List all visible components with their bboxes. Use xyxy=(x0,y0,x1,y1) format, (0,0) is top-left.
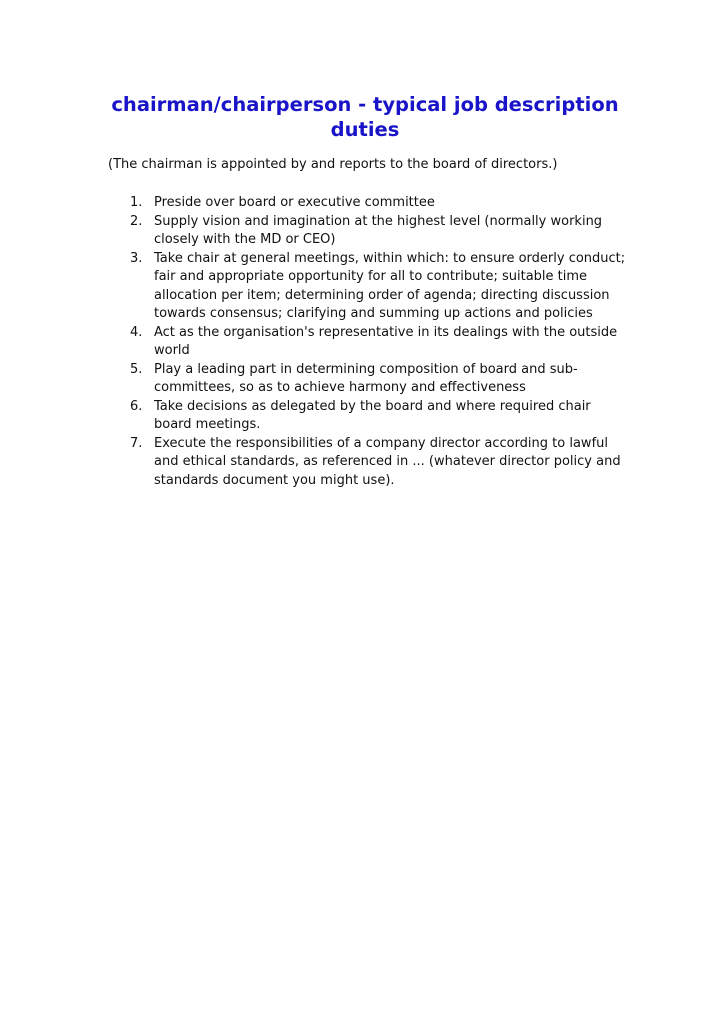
list-item-number: 3. xyxy=(130,250,143,266)
list-item xyxy=(130,435,630,491)
intro-paragraph: (The chairman is appointed by and reports to the board of directors.) xyxy=(108,157,558,172)
list-item-text: Act as the organisation's representative in its dealings with the outside world xyxy=(154,324,618,358)
list-item xyxy=(130,324,630,361)
list-item-number: 7. xyxy=(130,435,143,451)
list-item-number: 4. xyxy=(130,324,143,340)
list-item xyxy=(130,398,630,435)
list-item-text: Take decisions as delegated by the board and where required chair board meetings. xyxy=(154,398,591,432)
document-title: chairman/chairperson - typical job description duties xyxy=(111,93,619,141)
duties-list xyxy=(130,194,630,490)
list-item-text: Supply vision and imagination at the highest level (normally working closely with the MD or CEO) xyxy=(154,213,603,247)
list-item-text: Preside over board or executive committee xyxy=(154,195,435,210)
list-item-number: 1. xyxy=(130,195,143,210)
list-item xyxy=(130,213,630,250)
list-item-text: Take chair at general meetings, within which: to ensure orderly conduct; fair and appropriate opportunity for all to contribute; suitable time allocation per item; determining order of agenda; directing discussion towards consensus; clarifying and summing up actions and policies xyxy=(154,250,626,321)
list-item-text: Play a leading part in determining composition of board and sub-committees, so as to achieve harmony and effectiveness xyxy=(154,361,578,395)
list-item xyxy=(130,194,630,213)
list-item-number: 6. xyxy=(130,398,143,414)
list-item xyxy=(130,361,630,398)
list-item-number: 5. xyxy=(130,361,143,377)
list-item-text: Execute the responsibilities of a company director according to lawful and ethical standards, as referenced in ... (whatever director policy and standards document you might use). xyxy=(154,435,621,488)
list-item xyxy=(130,250,630,324)
list-item-number: 2. xyxy=(130,213,143,229)
